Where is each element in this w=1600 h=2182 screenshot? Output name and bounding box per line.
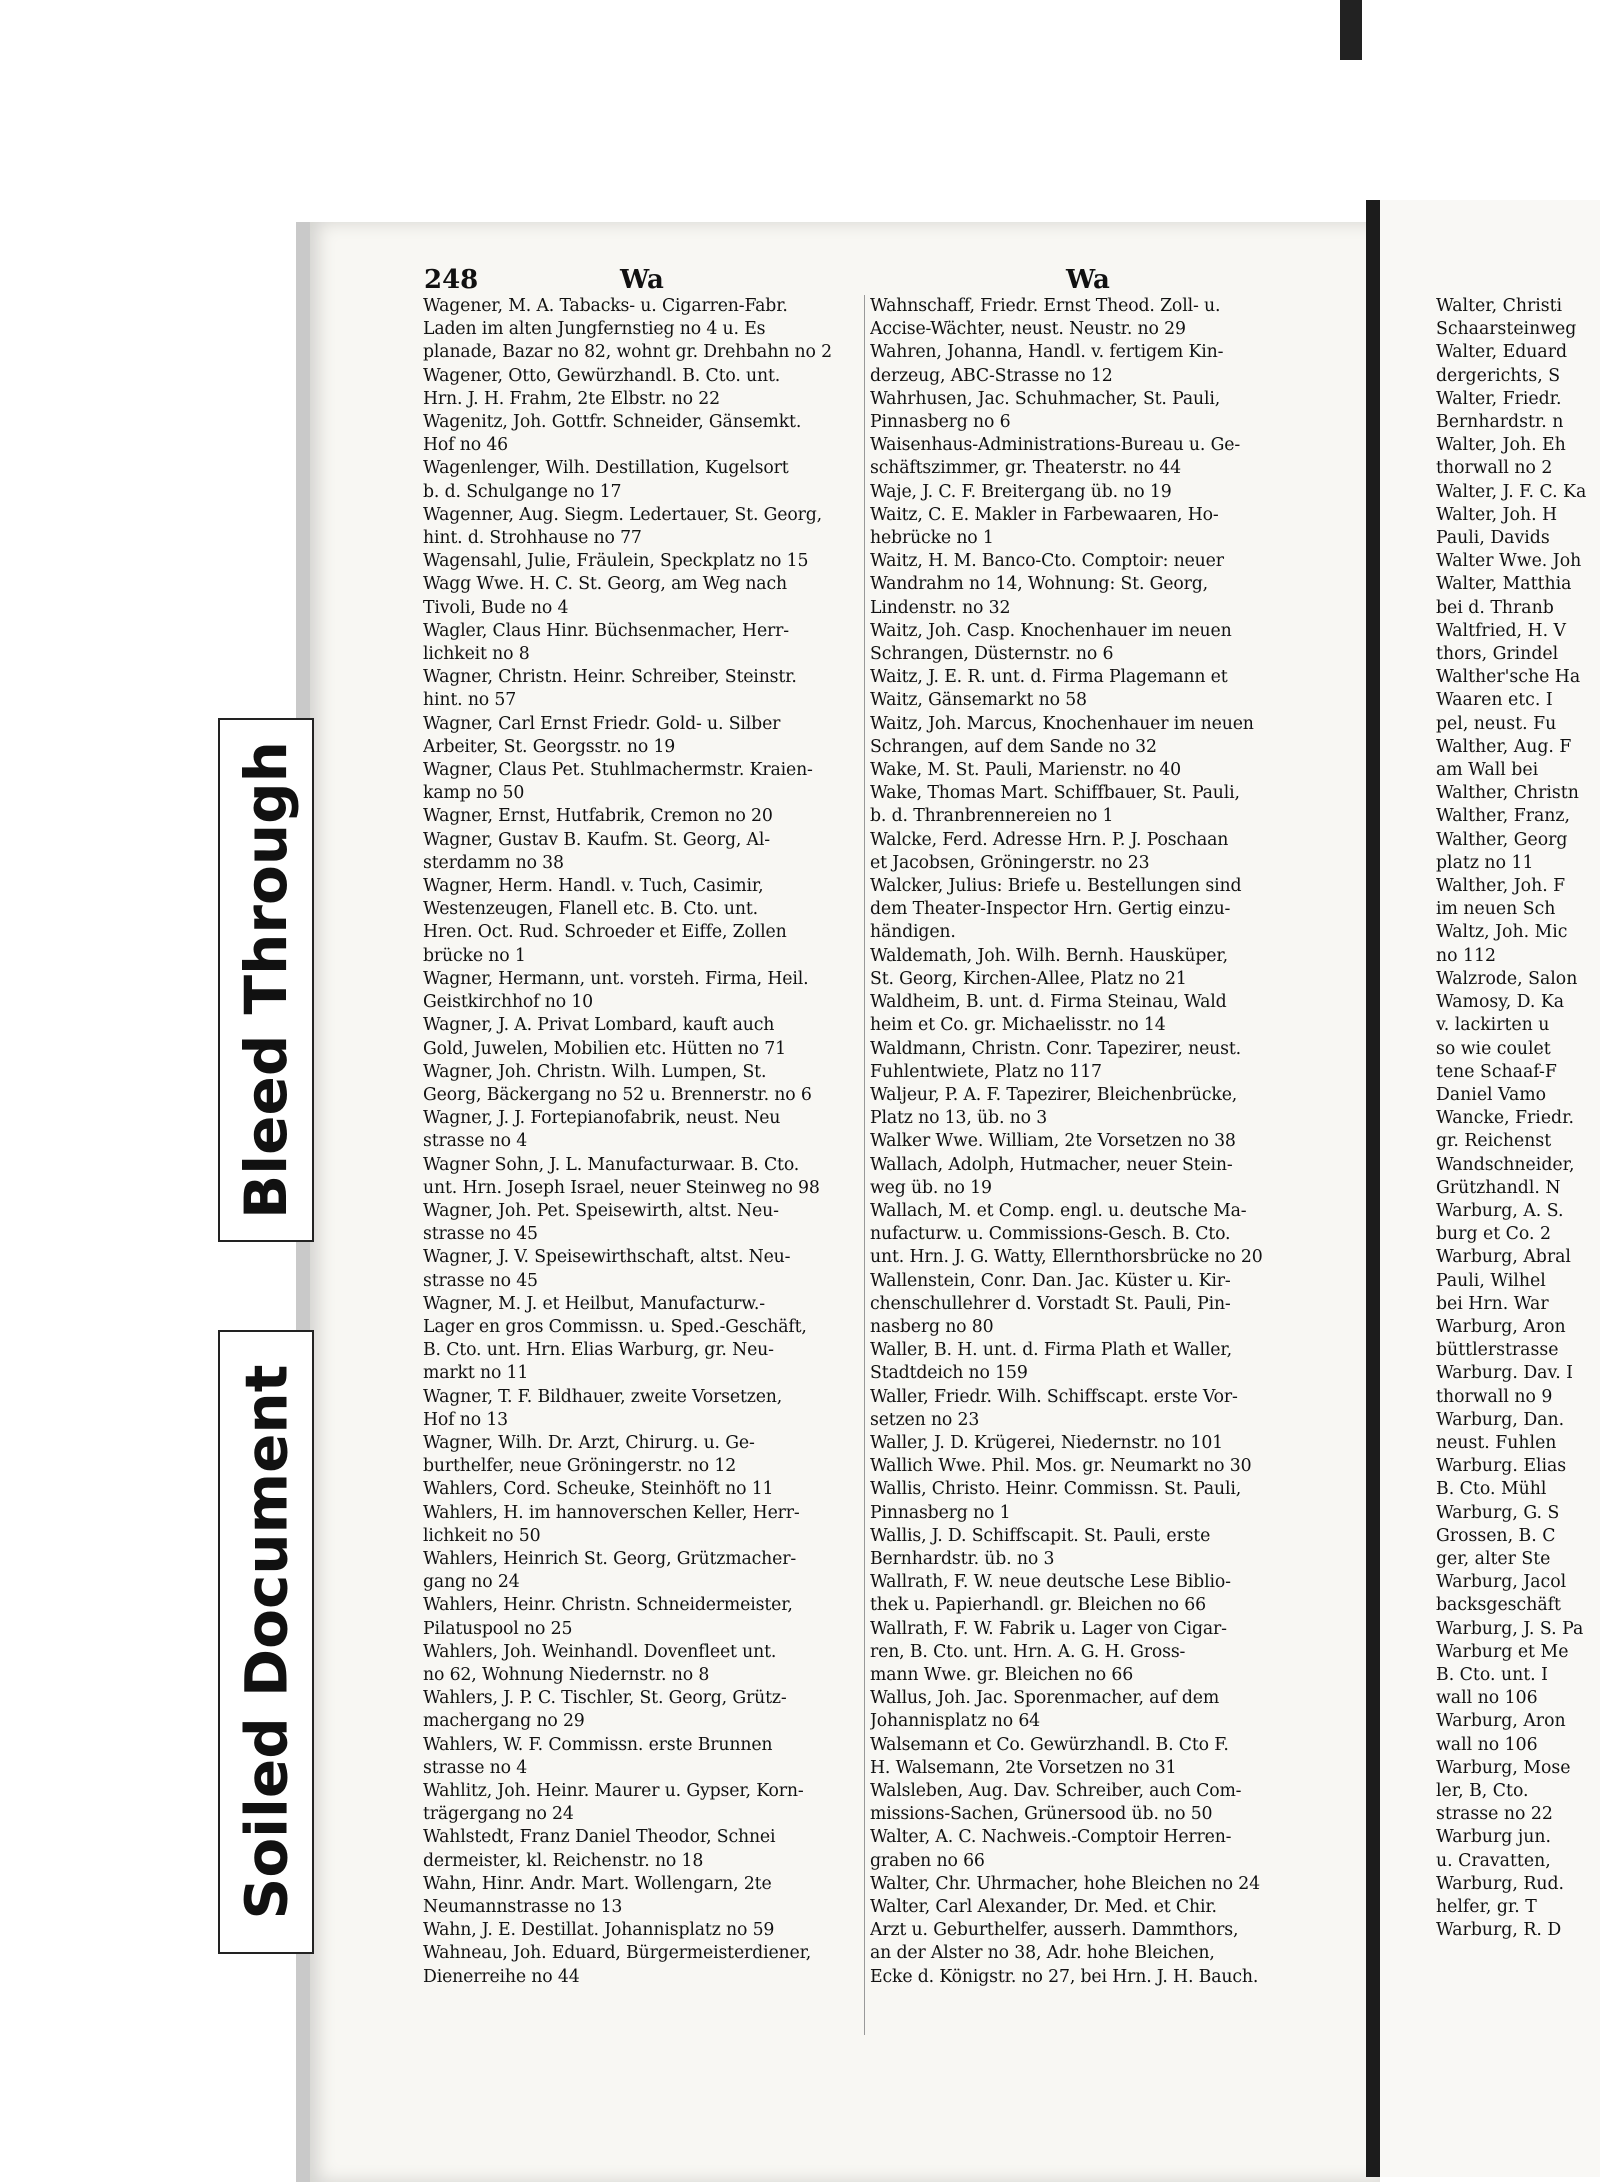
bleed-through-label [218,718,314,1242]
directory-entry-line: platz no 11 [1436,852,1534,873]
directory-entry-line: strasse no 45 [423,1270,538,1291]
directory-entry-line: ler, B, Cto. [1436,1781,1529,1801]
directory-entry-line: weg üb. no 19 [870,1177,992,1198]
directory-entry-line: Walter, Eduard [1436,342,1568,363]
directory-entry-line: gr. Reichenst [1436,1131,1552,1152]
directory-entry-line: Wallach, M. et Comp. engl. u. deutsche Ma- [870,1200,1247,1221]
directory-entry-line: Wagner, Herm. Handl. v. Tuch, Casimir, [423,876,764,897]
directory-entry-line: Warburg, J. S. Pa [1436,1618,1584,1639]
directory-entry-line: wall no 106 [1436,1688,1538,1709]
directory-entry-line: Wagler, Claus Hinr. Büchsenmacher, Herr- [423,620,789,641]
directory-entry-line: Wahrhusen, Jac. Schuhmacher, St. Pauli, [870,388,1221,409]
directory-entry-line: Waitz, H. M. Banco-Cto. Comptoir: neuer [870,551,1224,572]
directory-entry-line: Wahlstedt, Franz Daniel Theodor, Schnei [423,1827,776,1848]
directory-entry-line: Waltfried, H. V [1436,620,1567,641]
directory-entry-line: dergerichts, S [1436,365,1561,386]
directory-entry-line: Wahlers, W. F. Commissn. erste Brunnen [423,1734,773,1755]
directory-entry-line: Grossen, B. C [1436,1525,1556,1546]
directory-entry-line: Walter Wwe. Joh [1436,551,1582,572]
directory-entry-line: Wandrahm no 14, Wohnung: St. Georg, [870,574,1208,595]
directory-entry-line: burg et Co. 2 [1436,1224,1551,1245]
directory-entry-line: tene Schaaf-F [1436,1061,1557,1082]
directory-entry-line: Wagg Wwe. H. C. St. Georg, am Weg nach [423,574,787,595]
directory-entry-line: neust. Fuhlen [1436,1432,1557,1453]
directory-entry-line: Gold, Juwelen, Mobilien etc. Hütten no 71 [423,1038,786,1059]
page-gutter [1366,200,1380,2177]
directory-entry-line: Walther, Aug. F [1436,736,1572,757]
directory-entry-line: no 62, Wohnung Niedernstr. no 8 [423,1664,710,1685]
directory-entry-line: Warburg, Dan. [1436,1409,1565,1430]
directory-entry-line: Walther'sche Ha [1436,667,1581,688]
directory-entry-line: Dienerreihe no 44 [423,1966,580,1987]
directory-entry-line: händigen. [870,922,956,943]
directory-entry-line: kamp no 50 [423,783,525,804]
directory-entry-line: burthelfer, neue Gröningerstr. no 12 [423,1456,737,1477]
directory-entry-line: Warburg. Elias [1436,1456,1567,1477]
directory-entry-line: Walter, J. F. C. Ka [1436,481,1587,502]
directory-entry-line: hebrücke no 1 [870,528,994,549]
directory-entry-line: Hof no 46 [423,435,509,456]
directory-entry-line: Wagensahl, Julie, Fräulein, Speckplatz no 15 [423,551,809,572]
directory-entry-line: Wallrath, F. W. neue deutsche Lese Biblio- [870,1572,1231,1593]
directory-entry-line: ren, B. Cto. unt. Hrn. A. G. H. Gross- [870,1641,1186,1662]
directory-entry-line: Waje, J. C. F. Breitergang üb. no 19 [870,481,1172,502]
directory-entry-line: Laden im alten Jungfernstieg no 4 u. Es [423,319,766,340]
directory-entry-line: Wahlers, Heinr. Christn. Schneidermeister, [423,1595,793,1616]
directory-entry-line: brücke no 1 [423,945,526,966]
directory-entry-line: Wagner, Claus Pet. Stuhlmachermstr. Kraien- [423,760,813,781]
directory-entry-line: Johannisplatz no 64 [870,1711,1041,1732]
left-column [423,295,863,1989]
directory-entry-line: Walter, Carl Alexander, Dr. Med. et Chir. [870,1897,1217,1918]
directory-entry-line: Wahlers, Cord. Scheuke, Steinhöft no 11 [423,1479,774,1500]
directory-entry-line: Pilatuspool no 25 [423,1618,573,1639]
directory-entry-line: v. lackirten u [1436,1015,1550,1036]
directory-entry-line: Wallich Wwe. Phil. Mos. gr. Neumarkt no 30 [870,1456,1252,1477]
directory-entry-line: Fuhlentwiete, Platz no 117 [870,1061,1102,1082]
directory-entry-line: b. d. Thranbrennereien no 1 [870,806,1114,827]
directory-entry-line: Waitz, J. E. R. unt. d. Firma Plagemann et [870,667,1228,688]
directory-entry-line: Walsleben, Aug. Dav. Schreiber, auch Com- [870,1781,1242,1801]
directory-entry-line: strasse no 22 [1436,1804,1553,1825]
directory-entry-line: Walter, Joh. H [1436,504,1558,525]
directory-entry-line: Wagner Sohn, J. L. Manufacturwaar. B. Cto. [423,1154,800,1175]
directory-entry-line: B. Cto. Mühl [1436,1479,1547,1500]
directory-entry-line: Waisenhaus-Administrations-Bureau u. Ge- [870,435,1241,456]
directory-entry-line: chenschullehrer d. Vorstadt St. Pauli, Pin- [870,1293,1231,1314]
directory-entry-line: B. Cto. unt. Hrn. Elias Warburg, gr. Neu- [423,1340,774,1361]
directory-entry-line: Wahlers, Heinrich St. Georg, Grützmacher- [423,1548,797,1569]
directory-entry-line: Warburg, Mose [1436,1757,1571,1778]
directory-entry-line: Walther, Franz, [1436,806,1571,827]
soiled-document-text: Soiled Document [232,1364,301,1920]
directory-entry-line: Waitz, Joh. Marcus, Knochenhauer im neuen [870,713,1254,734]
directory-entry-line: Walter, Friedr. [1436,388,1562,409]
directory-entry-line: Pauli, Wilhel [1436,1270,1546,1291]
directory-entry-line: Warburg, Aron [1436,1316,1566,1337]
directory-entry-line: Wahn, J. E. Destillat. Johannisplatz no 59 [423,1920,775,1941]
directory-entry-line: hint. no 57 [423,690,517,711]
directory-entry-line: Wagner, J. A. Privat Lombard, kauft auch [423,1015,775,1036]
directory-entry-line: lichkeit no 8 [423,644,530,665]
directory-entry-line: Pinnasberg no 1 [870,1502,1011,1523]
running-header-right: Wa [1066,265,1110,295]
directory-entry-line: Wagner, M. J. et Heilbut, Manufacturw.- [423,1293,765,1314]
directory-entry-line: backsgeschäft [1436,1595,1561,1616]
next-page-column [1436,295,1600,1942]
directory-entry-line: et Jacobsen, Gröningerstr. no 23 [870,852,1150,873]
directory-entry-line: Wandschneider, [1436,1154,1575,1175]
directory-entry-line: Geistkirchhof no 10 [423,992,594,1013]
directory-entry-line: so wie coulet [1436,1038,1551,1059]
directory-entry-line: Wagner, Hermann, unt. vorsteh. Firma, Heil. [423,968,809,989]
directory-entry-line: Walther, Georg [1436,829,1568,850]
directory-entry-line: graben no 66 [870,1850,985,1871]
directory-entry-line: Walzrode, Salon [1436,968,1578,989]
directory-entry-line: Wahlitz, Joh. Heinr. Maurer u. Gypser, Korn- [423,1781,804,1801]
directory-entry-line: Wahlers, Joh. Weinhandl. Dovenfleet unt. [423,1641,777,1662]
directory-entry-line: Wagner, Christn. Heinr. Schreiber, Steinstr. [423,667,797,688]
directory-entry-line: nasberg no 80 [870,1316,994,1337]
directory-entry-line: Warburg, Aron [1436,1711,1566,1732]
directory-entry-line: Grützhandl. N [1436,1177,1561,1198]
directory-entry-line: mann Wwe. gr. Bleichen no 66 [870,1664,1134,1685]
directory-entry-line: Wahren, Johanna, Handl. v. fertigem Kin- [870,342,1224,363]
directory-entry-line: Georg, Bäckergang no 52 u. Brennerstr. no 6 [423,1084,812,1105]
directory-entry-line: Walcke, Ferd. Adresse Hrn. P. J. Poschaan [870,829,1229,850]
directory-entry-line: thorwall no 2 [1436,458,1553,479]
right-column [870,295,1326,1989]
directory-entry-line: Wancke, Friedr. [1436,1108,1574,1129]
directory-entry-line: Wallis, J. D. Schiffscapit. St. Pauli, erste [870,1525,1211,1546]
directory-entry-line: Walter, A. C. Nachweis.-Comptoir Herren- [870,1827,1232,1848]
directory-entry-line: dermeister, kl. Reichenstr. no 18 [423,1850,704,1871]
directory-entry-line: planade, Bazar no 82, wohnt gr. Drehbahn no 2 [423,342,832,363]
directory-entry-line: Wallenstein, Conr. Dan. Jac. Küster u. Kir- [870,1270,1231,1291]
directory-entry-line: Waller, Friedr. Wilh. Schiffscapt. erste Vor- [870,1386,1238,1407]
directory-entry-line: Bernhardstr. n [1436,412,1564,433]
directory-entry-line: Wagner, Gustav B. Kaufm. St. Georg, Al- [423,829,770,850]
directory-entry-line: Wallach, Adolph, Hutmacher, neuer Stein- [870,1154,1233,1175]
directory-entry-line: Lindenstr. no 32 [870,597,1011,618]
directory-entry-line: Accise-Wächter, neust. Neustr. no 29 [870,319,1186,340]
directory-entry-line: Waldheim, B. unt. d. Firma Steinau, Wald [870,992,1227,1013]
directory-entry-line: Wallis, Christo. Heinr. Commissn. St. Pauli, [870,1479,1242,1500]
directory-entry-line: Platz no 13, üb. no 3 [870,1108,1048,1129]
directory-entry-line: strasse no 45 [423,1224,538,1245]
scan-edge-mark [1340,0,1362,60]
directory-entry-line: Warburg, R. D [1436,1920,1562,1941]
directory-entry-line: Walcker, Julius: Briefe u. Bestellungen sind [870,876,1242,897]
directory-entry-line: Wagenner, Aug. Siegm. Ledertauer, St. Georg, [423,504,823,525]
directory-entry-line: Walker Wwe. William, 2te Vorsetzen no 38 [870,1131,1236,1152]
directory-entry-line: ger, alter Ste [1436,1548,1551,1569]
directory-entry-line: thors, Grindel [1436,644,1559,665]
directory-entry-line: Warburg, Rud. [1436,1873,1565,1894]
directory-entry-line: Wagenlenger, Wilh. Destillation, Kugelsort [423,458,789,479]
directory-entry-line: Arzt u. Geburthelfer, ausserh. Dammthors, [870,1920,1239,1941]
directory-entry-line: Pinnasberg no 6 [870,412,1011,433]
directory-entry-line: wall no 106 [1436,1734,1538,1755]
soiled-document-label [218,1330,314,1954]
directory-entry-line: Waltz, Joh. Mic [1436,922,1568,943]
directory-entry-line: dem Theater-Inspector Hrn. Gertig einzu- [870,899,1231,920]
directory-entry-line: Walther, Christn [1436,783,1579,804]
directory-entry-line: Tivoli, Bude no 4 [423,597,569,618]
directory-entry-line: bei d. Thranb [1436,597,1554,618]
directory-entry-line: machergang no 29 [423,1711,585,1732]
directory-entry-line: Wagner, T. F. Bildhauer, zweite Vorsetzen, [423,1386,783,1407]
directory-entry-line: u. Cravatten, [1436,1850,1551,1871]
directory-entry-line: Stadtdeich no 159 [870,1363,1028,1384]
directory-entry-line: bei Hrn. War [1436,1293,1549,1314]
directory-entry-line: an der Alster no 38, Adr. hohe Bleichen, [870,1943,1215,1964]
directory-entry-line: Schrangen, Düsternstr. no 6 [870,644,1114,665]
directory-entry-line: thek u. Papierhandl. gr. Bleichen no 66 [870,1595,1206,1616]
running-header-left: Wa [620,265,664,295]
directory-entry-line: unt. Hrn. J. G. Watty, Ellernthorsbrücke no 20 [870,1247,1263,1268]
page-number: 248 [424,265,479,295]
directory-entry-line: schäftszimmer, gr. Theaterstr. no 44 [870,458,1181,479]
directory-entry-line: missions-Sachen, Grünersood üb. no 50 [870,1804,1213,1825]
directory-entry-line: Walter, Matthia [1436,574,1572,595]
directory-entry-line: Wahnschaff, Friedr. Ernst Theod. Zoll- u. [870,296,1221,316]
directory-entry-line: Wagner, Joh. Pet. Speisewirth, altst. Neu- [423,1200,779,1221]
directory-entry-line: Walter, Christi [1436,296,1563,316]
directory-entry-line: Waljeur, P. A. F. Tapezirer, Bleichenbrücke, [870,1084,1238,1105]
directory-entry-line: Wagner, Carl Ernst Friedr. Gold- u. Silber [423,713,781,734]
directory-entry-line: Wagener, Otto, Gewürzhandl. B. Cto. unt. [423,365,781,386]
directory-entry-line: St. Georg, Kirchen-Allee, Platz no 21 [870,968,1187,989]
directory-entry-line: Warburg. Dav. I [1436,1363,1574,1384]
directory-entry-line: H. Walsemann, 2te Vorsetzen no 31 [870,1757,1177,1778]
directory-entry-line: trägergang no 24 [423,1804,574,1825]
directory-entry-line: Wagener, M. A. Tabacks- u. Cigarren-Fabr. [423,296,788,316]
directory-entry-line: im neuen Sch [1436,899,1556,920]
directory-entry-line: Walther, Joh. F [1436,876,1566,897]
directory-entry-line: Bernhardstr. üb. no 3 [870,1548,1055,1569]
directory-entry-line: Wahlers, J. P. C. Tischler, St. Georg, Grütz- [423,1688,787,1709]
directory-entry-line: hint. d. Strohhause no 77 [423,528,642,549]
directory-entry-line: Warburg, Jacol [1436,1572,1567,1593]
directory-entry-line: Warburg jun. [1436,1827,1551,1848]
directory-entry-line: Warburg, G. S [1436,1502,1560,1523]
directory-entry-line: Waitz, C. E. Makler in Farbewaaren, Ho- [870,504,1219,525]
directory-entry-line: Warburg, A. S. [1436,1200,1564,1221]
directory-entry-line: Walter, Joh. Eh [1436,435,1566,456]
column-divider [864,295,865,2035]
directory-entry-line: Schaarsteinweg [1436,319,1577,340]
directory-entry-line: Wagner, Ernst, Hutfabrik, Cremon no 20 [423,806,773,827]
directory-entry-line: unt. Hrn. Joseph Israel, neuer Steinweg no 98 [423,1177,820,1198]
directory-entry-line: Wahneau, Joh. Eduard, Bürgermeisterdiener, [423,1943,812,1964]
directory-entry-line: büttlerstrasse [1436,1340,1559,1361]
directory-entry-line: Warburg, Abral [1436,1247,1571,1268]
directory-entry-line: nufacturw. u. Commissions-Gesch. B. Cto. [870,1224,1231,1245]
directory-entry-line: Waller, B. H. unt. d. Firma Plath et Waller, [870,1340,1232,1361]
directory-entry-line: Wamosy, D. Ka [1436,992,1565,1013]
directory-entry-line: thorwall no 9 [1436,1386,1553,1407]
directory-entry-line: Waldmann, Christn. Conr. Tapezirer, neust. [870,1038,1241,1059]
directory-entry-line: Hof no 13 [423,1409,509,1430]
directory-entry-line: Westenzeugen, Flanell etc. B. Cto. unt. [423,899,758,920]
directory-entry-line: Wagenitz, Joh. Gottfr. Schneider, Gänsemkt. [423,412,802,433]
directory-entry-line: Wake, Thomas Mart. Schiffbauer, St. Pauli, [870,783,1240,804]
directory-entry-line: b. d. Schulgange no 17 [423,481,622,502]
directory-entry-line: Daniel Vamo [1436,1084,1547,1105]
directory-entry-line: Hrn. J. H. Frahm, 2te Elbstr. no 22 [423,388,720,409]
directory-entry-line: Walsemann et Co. Gewürzhandl. B. Cto F. [870,1734,1229,1755]
directory-entry-line: helfer, gr. T [1436,1897,1537,1918]
directory-entry-line: Lager en gros Commissn. u. Sped.-Geschäft, [423,1316,807,1337]
directory-entry-line: Wallus, Joh. Jac. Sporenmacher, auf dem [870,1688,1220,1709]
directory-entry-line: Hren. Oct. Rud. Schroeder et Eiffe, Zollen [423,922,787,943]
directory-entry-line: Waaren etc. I [1436,690,1553,711]
directory-entry-line: B. Cto. unt. I [1436,1664,1548,1685]
directory-entry-line: Waller, J. D. Krügerei, Niedernstr. no 101 [870,1432,1224,1453]
directory-entry-line: Wahlers, H. im hannoverschen Keller, Herr- [423,1502,800,1523]
directory-entry-line: Waitz, Joh. Casp. Knochenhauer im neuen [870,620,1232,641]
directory-entry-line: strasse no 4 [423,1757,528,1778]
directory-entry-line: no 112 [1436,945,1497,966]
directory-entry-line: Wagner, Wilh. Dr. Arzt, Chirurg. u. Ge- [423,1432,755,1453]
directory-entry-line: Wagner, J. J. Fortepianofabrik, neust. Neu [423,1108,781,1129]
directory-entry-line: derzeug, ABC-Strasse no 12 [870,365,1113,386]
directory-entry-line: Waldemath, Joh. Wilh. Bernh. Hausküper, [870,945,1228,966]
directory-entry-line: pel, neust. Fu [1436,713,1557,734]
directory-entry-line: Warburg et Me [1436,1641,1569,1662]
directory-entry-line: am Wall bei [1436,760,1539,781]
directory-entry-line: strasse no 4 [423,1131,528,1152]
directory-entry-line: Schrangen, auf dem Sande no 32 [870,736,1157,757]
directory-entry-line: Wallrath, F. W. Fabrik u. Lager von Cigar- [870,1618,1227,1639]
directory-entry-line: Neumannstrasse no 13 [423,1897,623,1918]
directory-entry-line: Waitz, Gänsemarkt no 58 [870,690,1087,711]
directory-entry-line: heim et Co. gr. Michaelisstr. no 14 [870,1015,1166,1036]
directory-entry-line: Pauli, Davids [1436,528,1550,549]
directory-entry-line: lichkeit no 50 [423,1525,541,1546]
directory-entry-line: Arbeiter, St. Georgsstr. no 19 [423,736,676,757]
directory-entry-line: setzen no 23 [870,1409,980,1430]
directory-entry-line: Ecke d. Königstr. no 27, bei Hrn. J. H. Bauch. [870,1966,1259,1987]
directory-entry-line: Wahn, Hinr. Andr. Mart. Wollengarn, 2te [423,1873,772,1894]
bleed-through-text: Bleed Through [232,741,301,1219]
directory-entry-line: gang no 24 [423,1572,520,1593]
directory-entry-line: markt no 11 [423,1363,529,1384]
directory-entry-line: Wagner, Joh. Christn. Wilh. Lumpen, St. [423,1061,767,1082]
directory-entry-line: Walter, Chr. Uhrmacher, hohe Bleichen no 24 [870,1873,1260,1894]
directory-entry-line: Wake, M. St. Pauli, Marienstr. no 40 [870,760,1181,781]
directory-entry-line: Wagner, J. V. Speisewirthschaft, altst. Neu- [423,1247,791,1268]
directory-entry-line: sterdamm no 38 [423,852,564,873]
